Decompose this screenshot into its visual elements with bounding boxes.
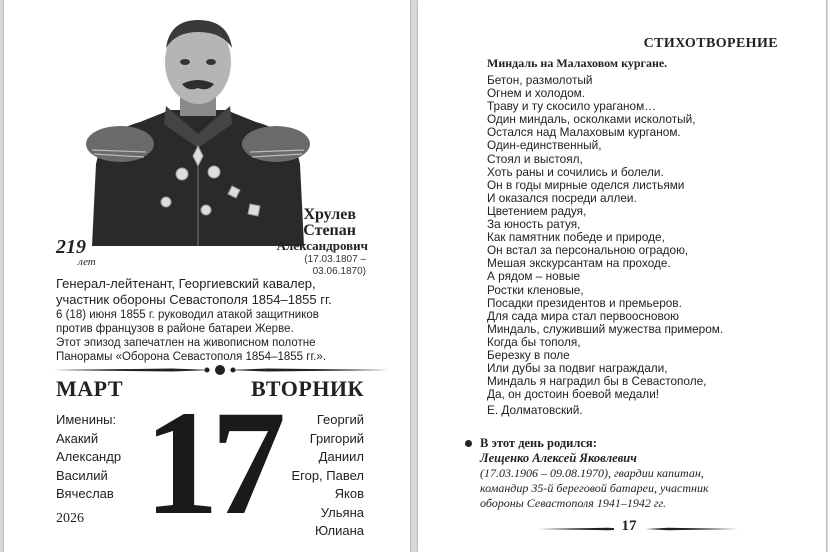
- nameday-name: Егор, Павел: [291, 467, 364, 483]
- bio-detail-line: Панорамы «Оборона Севастополя 1854–1855 гг.».: [56, 351, 327, 363]
- nameday-name: Юлиана: [314, 523, 364, 538]
- poem-line: Да, он достоин боевой медали!: [487, 387, 660, 402]
- poem-body: [487, 74, 723, 401]
- bio-detail-line: против французов в районе батареи Жерве.: [56, 323, 294, 335]
- poem-line: Бетон, размолотый: [487, 73, 593, 87]
- poem-line: Траву и ту скосило ураганом…: [487, 99, 656, 114]
- poem-line: Для сада мира стал первоосновою: [487, 308, 679, 323]
- poem-line: Остался над Малаховым курганом.: [487, 125, 681, 140]
- person-patronymic: Александрович: [276, 238, 368, 253]
- bullet-icon: [465, 440, 472, 447]
- bio-line: Генерал-лейтенант, Георгиевский кавалер,: [56, 276, 316, 291]
- poem-line: Миндаль я наградил бы в Севастополе,: [487, 374, 707, 389]
- poem-line: За юность ратуя,: [487, 217, 581, 232]
- poem-line: Он в годы мирные оделся листьями: [487, 177, 685, 192]
- portrait-engraving: [82, 14, 314, 246]
- weekday-label: ВТОРНИК: [251, 376, 364, 401]
- poem-line: Когда бы тополя,: [487, 334, 581, 349]
- poem-line: Мешая экскурсантам на проходе.: [487, 256, 671, 271]
- month-label: МАРТ: [56, 376, 124, 401]
- born-person-name: Лещенко Алексей Яковлевич: [480, 451, 637, 465]
- born-detail-line: обороны Севастополя 1941–1942 гг.: [480, 496, 667, 510]
- nameday-name: Александр: [56, 449, 122, 464]
- person-first-name: Степан: [303, 222, 356, 239]
- namedays-left-column: [56, 411, 121, 504]
- right-calendar-page: [418, 0, 826, 552]
- poem-line: Хоть раны и сочились и болели.: [487, 164, 664, 179]
- namedays-label: Именины:: [56, 412, 117, 427]
- poem-line: Посадки президентов и премьеров.: [487, 295, 682, 310]
- poem-line: Как памятник победе и природе,: [487, 230, 665, 245]
- born-heading: В этот день родился:: [480, 436, 597, 450]
- poem-line: Он встал за персональною оградою,: [487, 243, 689, 258]
- poem-title: Миндаль на Малаховом кургане.: [487, 56, 668, 70]
- nameday-name: Даниил: [318, 449, 364, 464]
- person-last-name: Хрулев: [303, 206, 356, 223]
- poem-line: И оказался посреди аллеи.: [487, 190, 637, 205]
- poem-line: Один-единственный,: [487, 138, 602, 153]
- poem-line: Или дубы за подвиг награждали,: [487, 361, 668, 376]
- born-person-details: [480, 466, 790, 511]
- bio-detail-line: 6 (18) июня 1855 г. руководил атакой защитников: [56, 309, 319, 321]
- anniversary-word: лет: [78, 256, 96, 268]
- nameday-name: Вячеслав: [56, 486, 114, 501]
- year-label: 2026: [56, 511, 84, 526]
- born-detail-line: командир 35-й береговой батареи, участник: [480, 481, 709, 495]
- person-death-date: 03.06.1870): [312, 266, 366, 277]
- section-title: СТИХОТВОРЕНИЕ: [643, 36, 778, 51]
- nameday-name: Акакий: [56, 430, 99, 446]
- poem-line: Ростки кленовые,: [487, 282, 584, 297]
- poem-line: Огнем и холодом.: [487, 86, 586, 101]
- poem-line: Один миндаль, осколками исколотый,: [487, 112, 696, 127]
- poem-line: Цветением радуя,: [487, 203, 587, 218]
- bio-line: участник обороны Севастополя 1854–1855 гг.: [56, 292, 332, 307]
- left-calendar-page: [4, 0, 410, 552]
- day-number: 17: [144, 380, 278, 546]
- poem-line: Березку в поле: [487, 347, 570, 362]
- person-life-dates: [304, 254, 366, 278]
- bio-detail-line: Этот эпизод запечатлен на живописном полотне: [56, 337, 316, 349]
- born-detail-line: (17.03.1906 – 09.08.1970), гвардии капитан,: [480, 466, 704, 480]
- anniversary-years: 219: [56, 236, 86, 258]
- poem-author: Е. Долматовский.: [487, 403, 583, 417]
- ornament-divider: [52, 363, 388, 377]
- namedays-right-column: [291, 411, 364, 541]
- poem-line: А рядом – новые: [487, 269, 581, 284]
- person-birth-date: (17.03.1807 –: [304, 254, 366, 265]
- biography-summary: [56, 276, 376, 308]
- nameday-name: Яков: [334, 486, 364, 501]
- nameday-name: Ульяна: [320, 504, 364, 520]
- poem-line: Стоял и выстоял,: [487, 151, 583, 166]
- nameday-name: Василий: [56, 467, 108, 483]
- page-number: 17: [614, 518, 644, 535]
- nameday-name: Георгий: [316, 412, 364, 427]
- nameday-name: Григорий: [309, 430, 364, 446]
- poem-line: Миндаль, служивший мужества примером.: [487, 321, 724, 336]
- biography-details: [56, 308, 376, 364]
